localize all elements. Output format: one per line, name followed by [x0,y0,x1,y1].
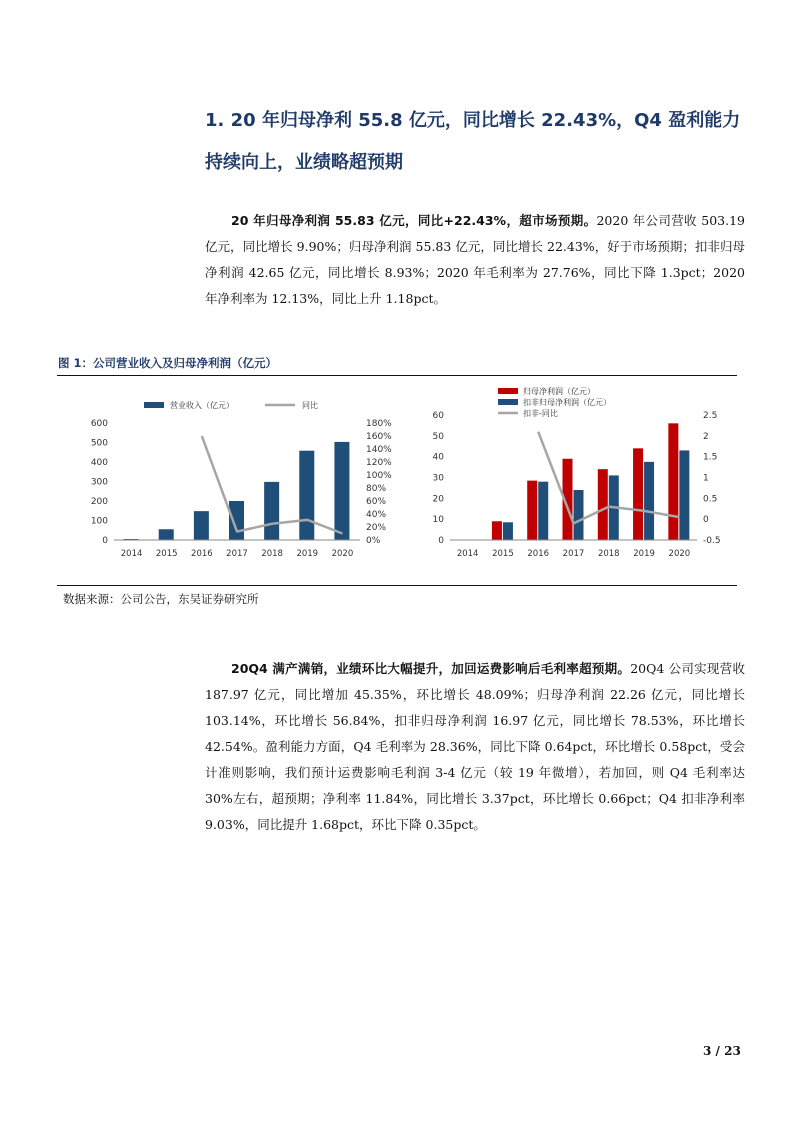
legend-label-net-profit: 归母净利润（亿元） [523,387,595,396]
paragraph-annual-results [205,208,745,312]
y-left-tick-label: 400 [90,458,108,468]
bar [574,490,584,540]
paragraph-body: 20Q4 公司实现营收 187.97 亿元，同比增加 45.35%，环比增长 48.09%；归母净利润 22.26 亿元，同比增长 103.14%，环比增长 56.84%，扣非归母净利润 16.97 亿元，同比增长 78.53%，环比增长 42.54%。盈利能力方面，Q4 毛利率为 28.36%，同比下降 0.64pct，环比增长 0.58pct，受会计准则影响，我们预计运费影响毛利润 3-4 亿元（较 19 年微增），若加回，则 Q4 毛利率达 30%左右，超预期；净利率 11.84%，同比增长 3.37pct，环比增长 0.66pct；Q4 扣非净利率 9.03%，同比提升 1.68pct，环比下降 0.35pct。 [205,661,745,832]
y-left-tick-label: 30 [432,473,444,484]
x-tick-label: 2017 [226,549,248,559]
right-axis-ticks [366,419,392,546]
y-right-tick-label: 0.5 [703,494,718,505]
x-tick-label: 2019 [633,549,655,559]
bar [334,442,349,540]
x-tick-label: 2015 [155,549,178,559]
bar-series [492,423,689,540]
paragraph-q4-results [205,656,745,838]
y-right-tick-label: 0% [366,536,381,546]
y-right-tick-label: 1 [703,473,709,484]
y-right-tick-label: 160% [366,432,392,442]
bar [299,451,314,540]
x-tick-label: 2016 [527,549,550,559]
y-right-tick-label: 20% [366,523,387,533]
y-left-tick-label: 100 [90,516,108,527]
legend-label-deducted-yoy: 扣非-同比 [523,409,558,418]
y-left-tick-label: 200 [90,497,108,507]
y-right-tick-label: 40% [366,510,387,520]
y-right-tick-label: 1.5 [703,452,718,463]
y-right-tick-label: 2 [703,431,709,442]
bar [527,481,537,540]
left-axis-ticks [433,411,445,546]
figure-title: 图 1：公司营业收入及归母净利润（亿元） [58,356,278,370]
y-right-tick-label: 120% [366,458,392,468]
bar [679,450,689,540]
y-right-tick-label: 60% [366,497,387,507]
legend-label-revenue: 营业收入（亿元） [170,401,234,410]
paragraph-lead: 20 年归母净利润 55.83 亿元，同比+22.43%，超市场预期。 [231,213,597,228]
legend-swatch-revenue [144,402,164,408]
x-axis-ticks [121,549,353,559]
y-left-tick-label: 10 [432,515,444,526]
left-axis-ticks [91,419,108,546]
x-tick-label: 2014 [120,549,143,559]
x-tick-label: 2020 [331,549,354,559]
y-left-tick-label: 40 [432,452,444,463]
bar [229,501,244,540]
bar [503,522,513,540]
x-tick-label: 2015 [492,549,514,559]
y-right-tick-label: 180% [366,419,392,429]
figure-source: 数据来源：公司公告，东吴证券研究所 [63,592,259,606]
y-left-tick-label: 20 [432,494,444,505]
y-left-tick-label: 60 [432,411,444,421]
y-left-tick-label: 0 [102,536,108,546]
bar [194,511,209,540]
page-number: 3 / 23 [703,1044,741,1058]
bar [668,423,678,540]
y-right-tick-label: 2.5 [703,411,718,421]
bar [264,482,279,540]
net-profit-chart [415,380,735,565]
x-tick-label: 2014 [456,549,479,559]
bar [159,529,174,540]
figure-top-rule [57,375,737,376]
bar-series [124,442,350,540]
legend-swatch-net-profit [498,388,518,394]
bar [633,448,643,540]
y-right-tick-label: 140% [366,445,392,455]
y-left-tick-label: 50 [432,431,444,442]
y-left-tick-label: 600 [90,419,108,429]
section-heading: 1. 20 年归母净利 55.8 亿元，同比增长 22.43%，Q4 盈利能力持续向上，业绩略超预期 [205,110,741,173]
legend-label-yoy: 同比 [302,401,318,410]
x-tick-label: 2020 [668,549,691,559]
x-tick-label: 2018 [597,549,620,559]
legend-label-deducted-profit: 扣非归母净利润（亿元） [523,398,611,407]
y-left-tick-label: 0 [438,536,444,546]
x-tick-label: 2018 [261,549,283,559]
x-axis-ticks [457,549,690,559]
bar [492,521,502,540]
y-left-tick-label: 300 [90,477,108,488]
paragraph-lead: 20Q4 满产满销，业绩环比大幅提升，加回运费影响后毛利率超预期。 [231,661,631,676]
bar [598,469,608,540]
revenue-chart [60,385,420,565]
y-right-tick-label: 80% [366,484,387,494]
bar [538,482,548,540]
figure-bottom-rule [57,585,737,586]
paragraph-body: 2020 年公司营收 503.19 亿元，同比增长 9.90%；归母净利润 55.83 亿元，同比增长 22.43%，好于市场预期；扣非归母净利润 42.65 亿元，同比增长 8.93%；2020 年毛利率为 27.76%，同比下降 1.3pct；2020 年净利率为 12.13%，同比上升 1.18pct。 [205,213,745,306]
y-right-tick-label: 0 [703,515,709,526]
y-right-tick-label: -0.5 [703,536,721,546]
x-tick-label: 2016 [191,549,213,559]
y-right-tick-label: 100% [366,471,392,481]
legend-swatch-deducted-profit [498,399,518,405]
x-tick-label: 2019 [296,549,319,559]
bar [644,462,654,540]
right-axis-ticks [703,411,721,546]
y-left-tick-label: 500 [90,438,108,449]
x-tick-label: 2017 [562,549,585,559]
